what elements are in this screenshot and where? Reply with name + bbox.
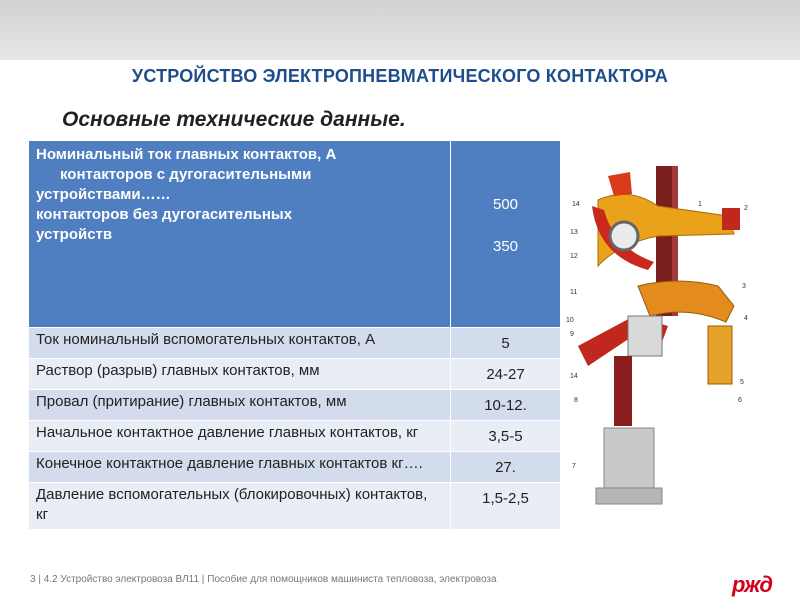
fixed-contact [722,208,740,230]
diagram-label: 8 [574,397,578,404]
drive-base [596,488,662,504]
lower-insulator [614,356,632,426]
header-line-4: контакторов без дугогасительных [36,206,293,223]
diagram-label: 13 [570,229,578,236]
row-label: Ток номинальный вспомогательных контактов, А [29,328,451,359]
diagram-label: 10 [566,317,574,324]
row-value: 27. [451,452,561,483]
row-value: 3,5-5 [451,421,561,452]
header-line-3: устройствами…… [36,186,171,203]
header-line-5: устройств [36,226,113,243]
table-row [29,390,561,421]
blowout-coil [610,222,638,250]
row-label: Провал (притирание) главных контактов, мм [29,390,451,421]
table-row [29,452,561,483]
header-value-1: 500 [492,196,519,213]
diagram-label: 14 [572,201,580,208]
row-value: 24-27 [451,359,561,390]
diagram-label: 14 [570,373,578,380]
table-header-row [29,141,561,328]
diagram-label: 9 [570,331,574,338]
header-line-2: контакторов с дугогасительными [60,166,312,183]
arc-horn-top [608,172,632,196]
diagram-label: 3 [742,283,746,290]
aux-contacts [708,326,732,384]
specs-table [28,140,561,530]
row-value: 5 [451,328,561,359]
row-label: Давление вспомогательных (блокировочных) контактов, кг [29,483,451,530]
header-label-cell [29,141,451,328]
slide-subtitle: Основные технические данные. [62,108,406,131]
row-label: Конечное контактное давление главных контактов кг…. [29,452,451,483]
table-row [29,359,561,390]
pneumatic-drive [604,428,654,488]
header-value-cell [451,141,561,328]
footer-text: 3 | 4.2 Устройство электровоза ВЛ11 | Пособие для помощников машиниста тепловоза, электровоза [30,574,497,585]
diagram-label: 1 [698,201,702,208]
header-value-2: 350 [492,238,519,255]
row-value: 10-12. [451,390,561,421]
table-row [29,483,561,530]
slide-title: УСТРОЙСТВО ЭЛЕКТРОПНЕВМАТИЧЕСКОГО КОНТАКТОРА [131,66,669,86]
diagram-label: 11 [570,289,578,296]
diagram-label: 6 [738,397,742,404]
table-row [29,421,561,452]
header-line-1: Номинальный ток главных контактов, А [36,146,337,163]
diagram-label: 4 [744,315,748,322]
diagram-label: 5 [740,379,744,386]
contactor-illustration [558,166,758,526]
diagram-label: 7 [572,463,576,470]
row-label: Раствор (разрыв) главных контактов, мм [29,359,451,390]
diagram-label: 12 [570,253,578,260]
rzd-logo: ржд [732,572,772,597]
header-band [0,0,800,60]
lever-bracket [628,316,662,356]
row-value: 1,5-2,5 [451,483,561,530]
diagram-label: 2 [744,205,748,212]
row-label: Начальное контактное давление главных контактов, кг [29,421,451,452]
table-row [29,328,561,359]
